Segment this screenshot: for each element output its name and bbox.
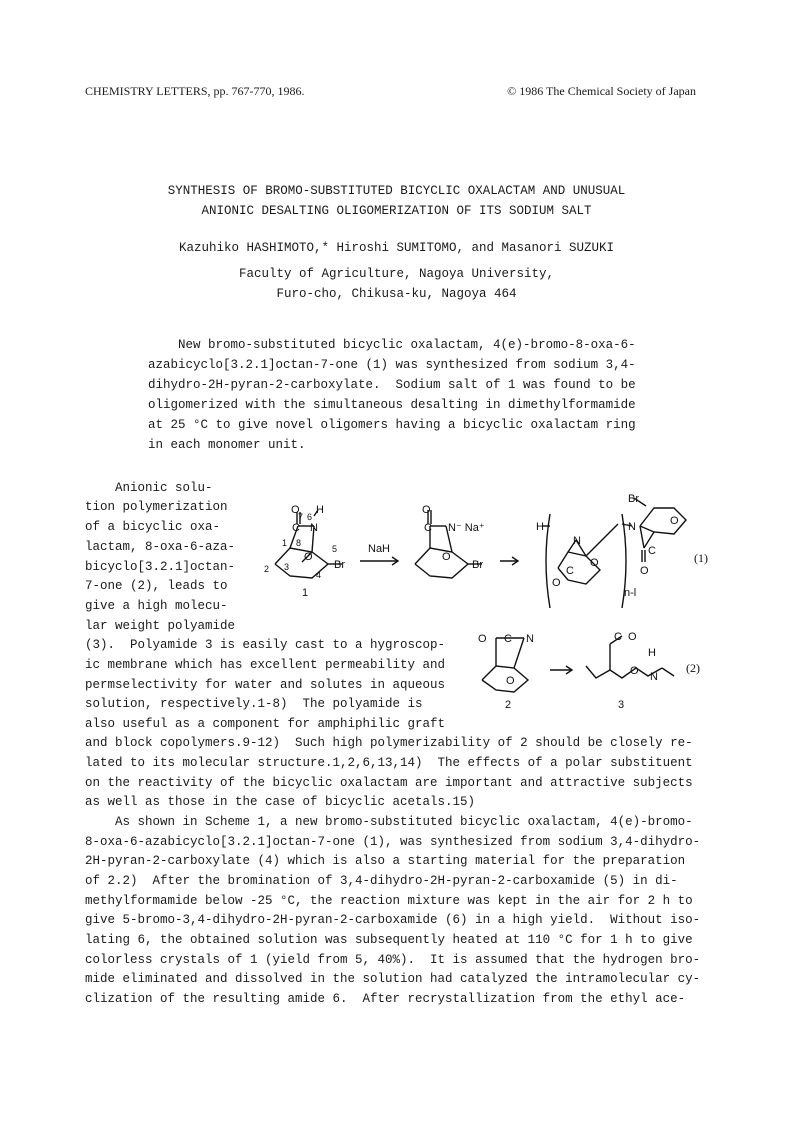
abstract-line: at 25 °C to give novel oligomers having a bicyclic oxalactam ring	[148, 418, 636, 432]
atom-o-salt: O	[422, 504, 431, 516]
body-line: also useful as a component for amphiphilic graft	[85, 717, 446, 731]
journal-citation: CHEMISTRY LETTERS, pp. 767-770, 1986.	[85, 84, 305, 98]
scheme-2-reaction	[470, 626, 720, 716]
scheme-1-reaction	[250, 486, 730, 616]
position-3: 3	[284, 562, 290, 572]
paper-title-line-2: ANIONIC DESALTING OLIGOMERIZATION OF ITS SODIUM SALT	[201, 204, 592, 218]
atom-br: Br	[334, 559, 345, 571]
position-5: 5	[332, 544, 338, 554]
atom-c: C	[292, 522, 300, 534]
repeat-label: n-l	[624, 587, 637, 599]
body-line: 7-one (2), leads to	[85, 579, 228, 593]
body-line: methylformamide below -25 °C, the reaction mixture was kept in the air for 2 h to	[85, 894, 693, 908]
body-line: give 5-bromo-3,4-dihydro-2H-pyran-2-carboxamide (6) in a high yield. Without iso-	[85, 913, 701, 927]
atom-h: H	[316, 504, 324, 516]
body-line: bicyclo[3.2.1]octan-	[85, 560, 236, 574]
body-line: permselectivity for water and solutes in aqueous	[85, 678, 446, 692]
body-line: lating 6, the obtained solution was subsequently heated at 110 °C for 1 h to give	[85, 933, 693, 947]
monomer-2-ring	[482, 666, 528, 692]
atom-n-oligo: N	[573, 535, 581, 547]
atom-o-carbonyl: O	[552, 577, 561, 589]
oligomer-bracket-left	[546, 514, 550, 608]
body-line: lar weight polyamide	[85, 619, 236, 633]
body-line: 8-oxa-6-azabicyclo[3.2.1]octan-7-one (1), was synthesized from sodium 3,4-dihydro-	[85, 835, 701, 849]
body-line: (3). Polyamide 3 is easily cast to a hygroscop-	[85, 638, 446, 652]
position-4: 4	[316, 570, 322, 580]
body-line: and block copolymers.9-12) Such high polymerizability of 2 should be closely re-	[85, 736, 693, 750]
position-8: 8	[296, 538, 302, 548]
atom-br-top: Br	[628, 493, 639, 505]
atom-o-top: O	[670, 515, 679, 527]
atom-o-oligo: O	[590, 557, 599, 569]
atom-o-ring: O	[304, 551, 313, 563]
compound-number-2: 2	[505, 699, 512, 711]
atom-o-p3: O	[628, 631, 637, 643]
atom-n-m2: N	[526, 633, 534, 645]
body-line: As shown in Scheme 1, a new bromo-substituted bicyclic oxalactam, 4(e)-bromo-	[85, 815, 693, 829]
atom-o-m2-ring: O	[506, 675, 515, 687]
copyright-notice: © 1986 The Chemical Society of Japan	[507, 84, 696, 98]
position-2: 2	[264, 564, 270, 574]
atom-c-oligo: C	[566, 565, 574, 577]
body-line: 2H-pyran-2-carboxylate (4) which is also a starting material for the preparation	[85, 854, 686, 868]
atom-h-p3: H	[648, 647, 656, 659]
atom-o-p3-ring: O	[630, 665, 639, 677]
atom-c-top: C	[648, 545, 656, 557]
atom-o: O	[291, 504, 300, 516]
position-6: 6	[307, 512, 313, 522]
reagent-label: NaH	[368, 543, 391, 555]
paper-title-line-1: SYNTHESIS OF BROMO-SUBSTITUTED BICYCLIC OXALACTAM AND UNUSUAL	[167, 184, 626, 198]
body-line: mide eliminated and dissolved in the solution had catalyzed the intramolecular cy-	[85, 972, 701, 986]
position-7: 7	[298, 512, 304, 522]
abstract-line: New bromo-substituted bicyclic oxalactam, 4(e)-bromo-8-oxa-6-	[148, 338, 636, 352]
equation-number-1: (1)	[694, 551, 708, 565]
body-line: Anionic solu-	[85, 481, 213, 495]
top-ring	[640, 508, 686, 534]
abstract-line: in each monomer unit.	[148, 438, 306, 452]
body-line: as well as those in the case of bicyclic acetals.15)	[85, 795, 476, 809]
body-line: tion polymerization	[85, 500, 228, 514]
atom-h-end: H	[536, 521, 544, 533]
atom-n-top: N	[628, 521, 636, 533]
abstract-line: dihydro-2H-pyran-2-carboxylate. Sodium salt of 1 was found to be	[148, 378, 636, 392]
compound-number-3: 3	[618, 699, 625, 711]
body-line: solution, respectively.1-8) The polyamide is	[85, 697, 423, 711]
atom-o-salt-ring: O	[442, 551, 451, 563]
abstract-line: oligomerized with the simultaneous desalting in dimethylformamide	[148, 398, 636, 412]
body-line: of 2.2) After the bromination of 3,4-dihydro-2H-pyran-2-carboxamide (5) in di-	[85, 874, 678, 888]
body-line: clization of the resulting amide 6. After recrystallization from the ethyl ace-	[85, 992, 686, 1006]
atom-c-p3: C	[614, 631, 622, 643]
sodium-label: N⁻ Na⁺	[448, 522, 485, 534]
atom-n-p3: N	[650, 671, 658, 683]
equation-number-2: (2)	[686, 661, 700, 675]
affiliation-line-1: Faculty of Agriculture, Nagoya University,	[238, 267, 555, 281]
position-1: 1	[282, 538, 288, 548]
body-line: give a high molecu-	[85, 599, 228, 613]
abstract-line: azabicyclo[3.2.1]octan-7-one (1) was synthesized from sodium 3,4-	[148, 358, 636, 372]
body-line: on the reactivity of the bicyclic oxalactam are important and attractive subjects	[85, 776, 693, 790]
body-line: lactam, 8-oxa-6-aza-	[85, 540, 236, 554]
atom-o-m2: O	[478, 633, 487, 645]
compound-number-1: 1	[302, 587, 309, 599]
atom-c-m2: C	[504, 633, 512, 645]
affiliation-line-2: Furo-cho, Chikusa-ku, Nagoya 464	[276, 287, 517, 301]
atom-c-salt: C	[424, 522, 432, 534]
atom-o-top-carbonyl: O	[640, 565, 649, 577]
body-line: ic membrane which has excellent permeability and	[85, 658, 446, 672]
body-line: lated to its molecular structure.1,2,6,13,14) The effects of a polar substituent	[85, 756, 693, 770]
body-line: colorless crystals of 1 (yield from 5, 40%). It is assumed that the hydrogen bro-	[85, 953, 701, 967]
atom-n: N	[310, 522, 318, 534]
author-list: Kazuhiko HASHIMOTO,* Hiroshi SUMITOMO, and Masanori SUZUKI	[178, 241, 615, 255]
body-line: of a bicyclic oxa-	[85, 520, 221, 534]
atom-br-salt: Br	[472, 559, 483, 571]
